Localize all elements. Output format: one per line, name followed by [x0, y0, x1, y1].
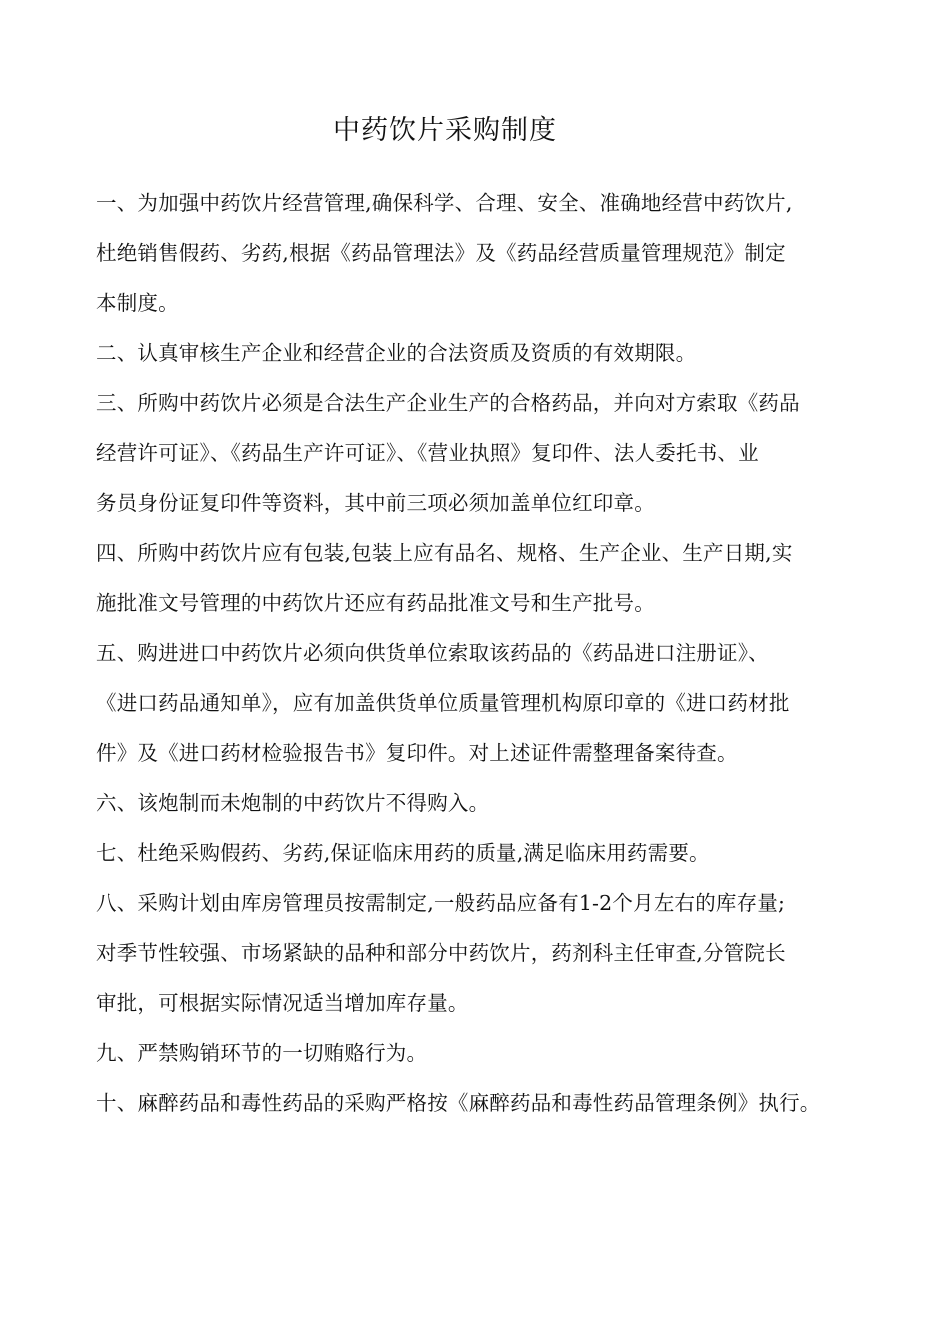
text-line: 经营许可证》、《药品生产许可证》、《营业执照》复印件、法人委托书、业	[96, 441, 759, 465]
text-line: 七、杜绝采购假药、劣药,保证临床用药的质量,满足临床用药需要。	[96, 841, 710, 865]
page-title: 中药饮片采购制度	[333, 115, 557, 146]
text-line: 四、所购中药饮片应有包装,包装上应有品名、规格、生产企业、生产日期,实	[96, 541, 793, 565]
text-line: 对季节性较强、市场紧缺的品种和部分中药饮片，药剂科主任审查,分管院长	[96, 941, 786, 965]
text-line: 施批准文号管理的中药饮片还应有药品批准文号和生产批号。	[96, 591, 655, 615]
text-line: 一、为加强中药饮片经营管理,确保科学、合理、安全、准确地经营中药饮片,	[96, 191, 793, 215]
text-line: 八、采购计划由库房管理员按需制定,一般药品应备有1-2个月左右的库存量;	[96, 891, 786, 915]
text-line: 十、麻醉药品和毒性药品的采购严格按《麻醉药品和毒性药品管理条例》执行。	[96, 1091, 821, 1115]
text-line: 五、购进进口中药饮片必须向供货单位索取该药品的《药品进口注册证》、	[96, 641, 769, 665]
text-line: 杜绝销售假药、劣药,根据《药品管理法》及《药品经营质量管理规范》制定	[96, 241, 786, 265]
text-line: 六、该炮制而未炮制的中药饮片不得购入。	[96, 791, 490, 815]
text-line: 《进口药品通知单》，应有加盖供货单位质量管理机构原印章的《进口药材批	[96, 691, 790, 715]
text-line: 二、认真审核生产企业和经营企业的合法资质及资质的有效期限。	[96, 341, 697, 365]
text-line: 件》及《进口药材检验报告书》复印件。对上述证件需整理备案待查。	[96, 741, 738, 765]
text-line: 务员身份证复印件等资料，其中前三项必须加盖单位红印章。	[96, 491, 655, 515]
text-line: 三、所购中药饮片必须是合法生产企业生产的合格药品，并向对方索取《药品	[96, 391, 800, 415]
text-line: 九、严禁购销环节的一切贿赂行为。	[96, 1041, 428, 1065]
text-line: 审批，可根据实际情况适当增加库存量。	[96, 991, 469, 1015]
text-line: 本制度。	[96, 291, 179, 315]
document-body	[96, 178, 871, 1128]
